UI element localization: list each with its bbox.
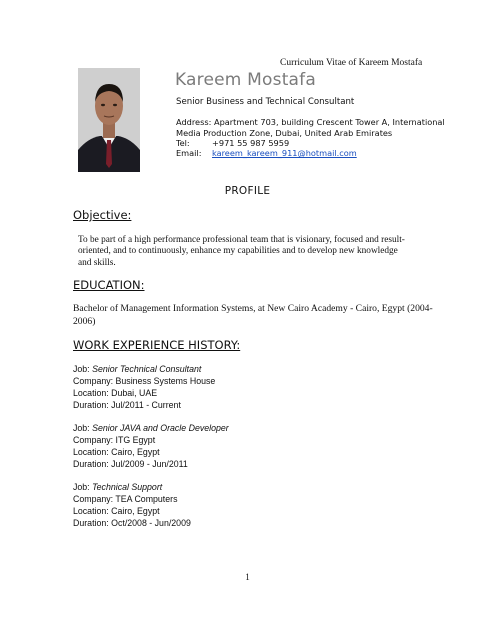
job-location: Location: Cairo, Egypt <box>73 506 160 516</box>
job-duration: Duration: Jul/2009 - Jun/2011 <box>73 459 188 469</box>
tel-value: +971 55 987 5959 <box>212 138 290 148</box>
job-title: Senior JAVA and Oracle Developer <box>92 423 229 433</box>
job-title: Technical Support <box>92 482 163 492</box>
job-location: Location: Cairo, Egypt <box>73 447 160 457</box>
job-entry <box>73 363 229 411</box>
education-heading: EDUCATION: <box>73 278 145 292</box>
education-text: Bachelor of Management Information Systems, at New Cairo Academy - Cairo, Egypt (2004-2006) <box>73 303 433 327</box>
candidate-name: Kareem Mostafa <box>175 70 316 90</box>
email-link[interactable]: kareem_kareem_911@hotmail.com <box>212 148 357 158</box>
job-label: Job: <box>73 364 90 374</box>
job-entry <box>73 422 229 470</box>
tel-label: Tel: <box>176 138 190 148</box>
job-list <box>73 363 229 540</box>
job-company: Company: ITG Egypt <box>73 435 156 445</box>
job-company: Company: Business Systems House <box>73 376 216 386</box>
email-label: Email: <box>176 148 202 158</box>
job-duration: Duration: Jul/2011 - Current <box>73 400 181 410</box>
job-entry <box>73 481 229 529</box>
job-label: Job: <box>73 423 90 433</box>
job-location: Location: Dubai, UAE <box>73 388 158 398</box>
job-company: Company: TEA Computers <box>73 494 178 504</box>
job-title-line <box>73 363 229 375</box>
job-title: Senior Technical Consultant <box>92 364 202 374</box>
profile-heading: PROFILE <box>224 185 271 197</box>
profile-photo <box>78 68 140 172</box>
objective-heading: Objective: <box>73 208 132 222</box>
objective-text: To be part of a high performance professional team that is visionary, focused and result-oriented, and to continuously, enhance my capabilities and to develop new knowledge and skills. <box>78 235 405 268</box>
cv-header-note: Curriculum Vitae of Kareem Mostafa <box>280 58 423 68</box>
page-number: 1 <box>245 572 250 582</box>
candidate-role: Senior Business and Technical Consultant <box>176 97 355 107</box>
job-title-line <box>73 422 229 434</box>
telephone-line <box>176 138 289 148</box>
address-text: Address: Apartment 703, building Crescent Tower A, International Media Production Zone, Dubai, United Arab Emirates <box>176 117 445 138</box>
job-label: Job: <box>73 482 90 492</box>
job-title-line <box>73 481 229 493</box>
email-line <box>176 148 357 158</box>
job-duration: Duration: Oct/2008 - Jun/2009 <box>73 518 191 528</box>
work-history-heading: WORK EXPERIENCE HISTORY: <box>73 338 241 352</box>
